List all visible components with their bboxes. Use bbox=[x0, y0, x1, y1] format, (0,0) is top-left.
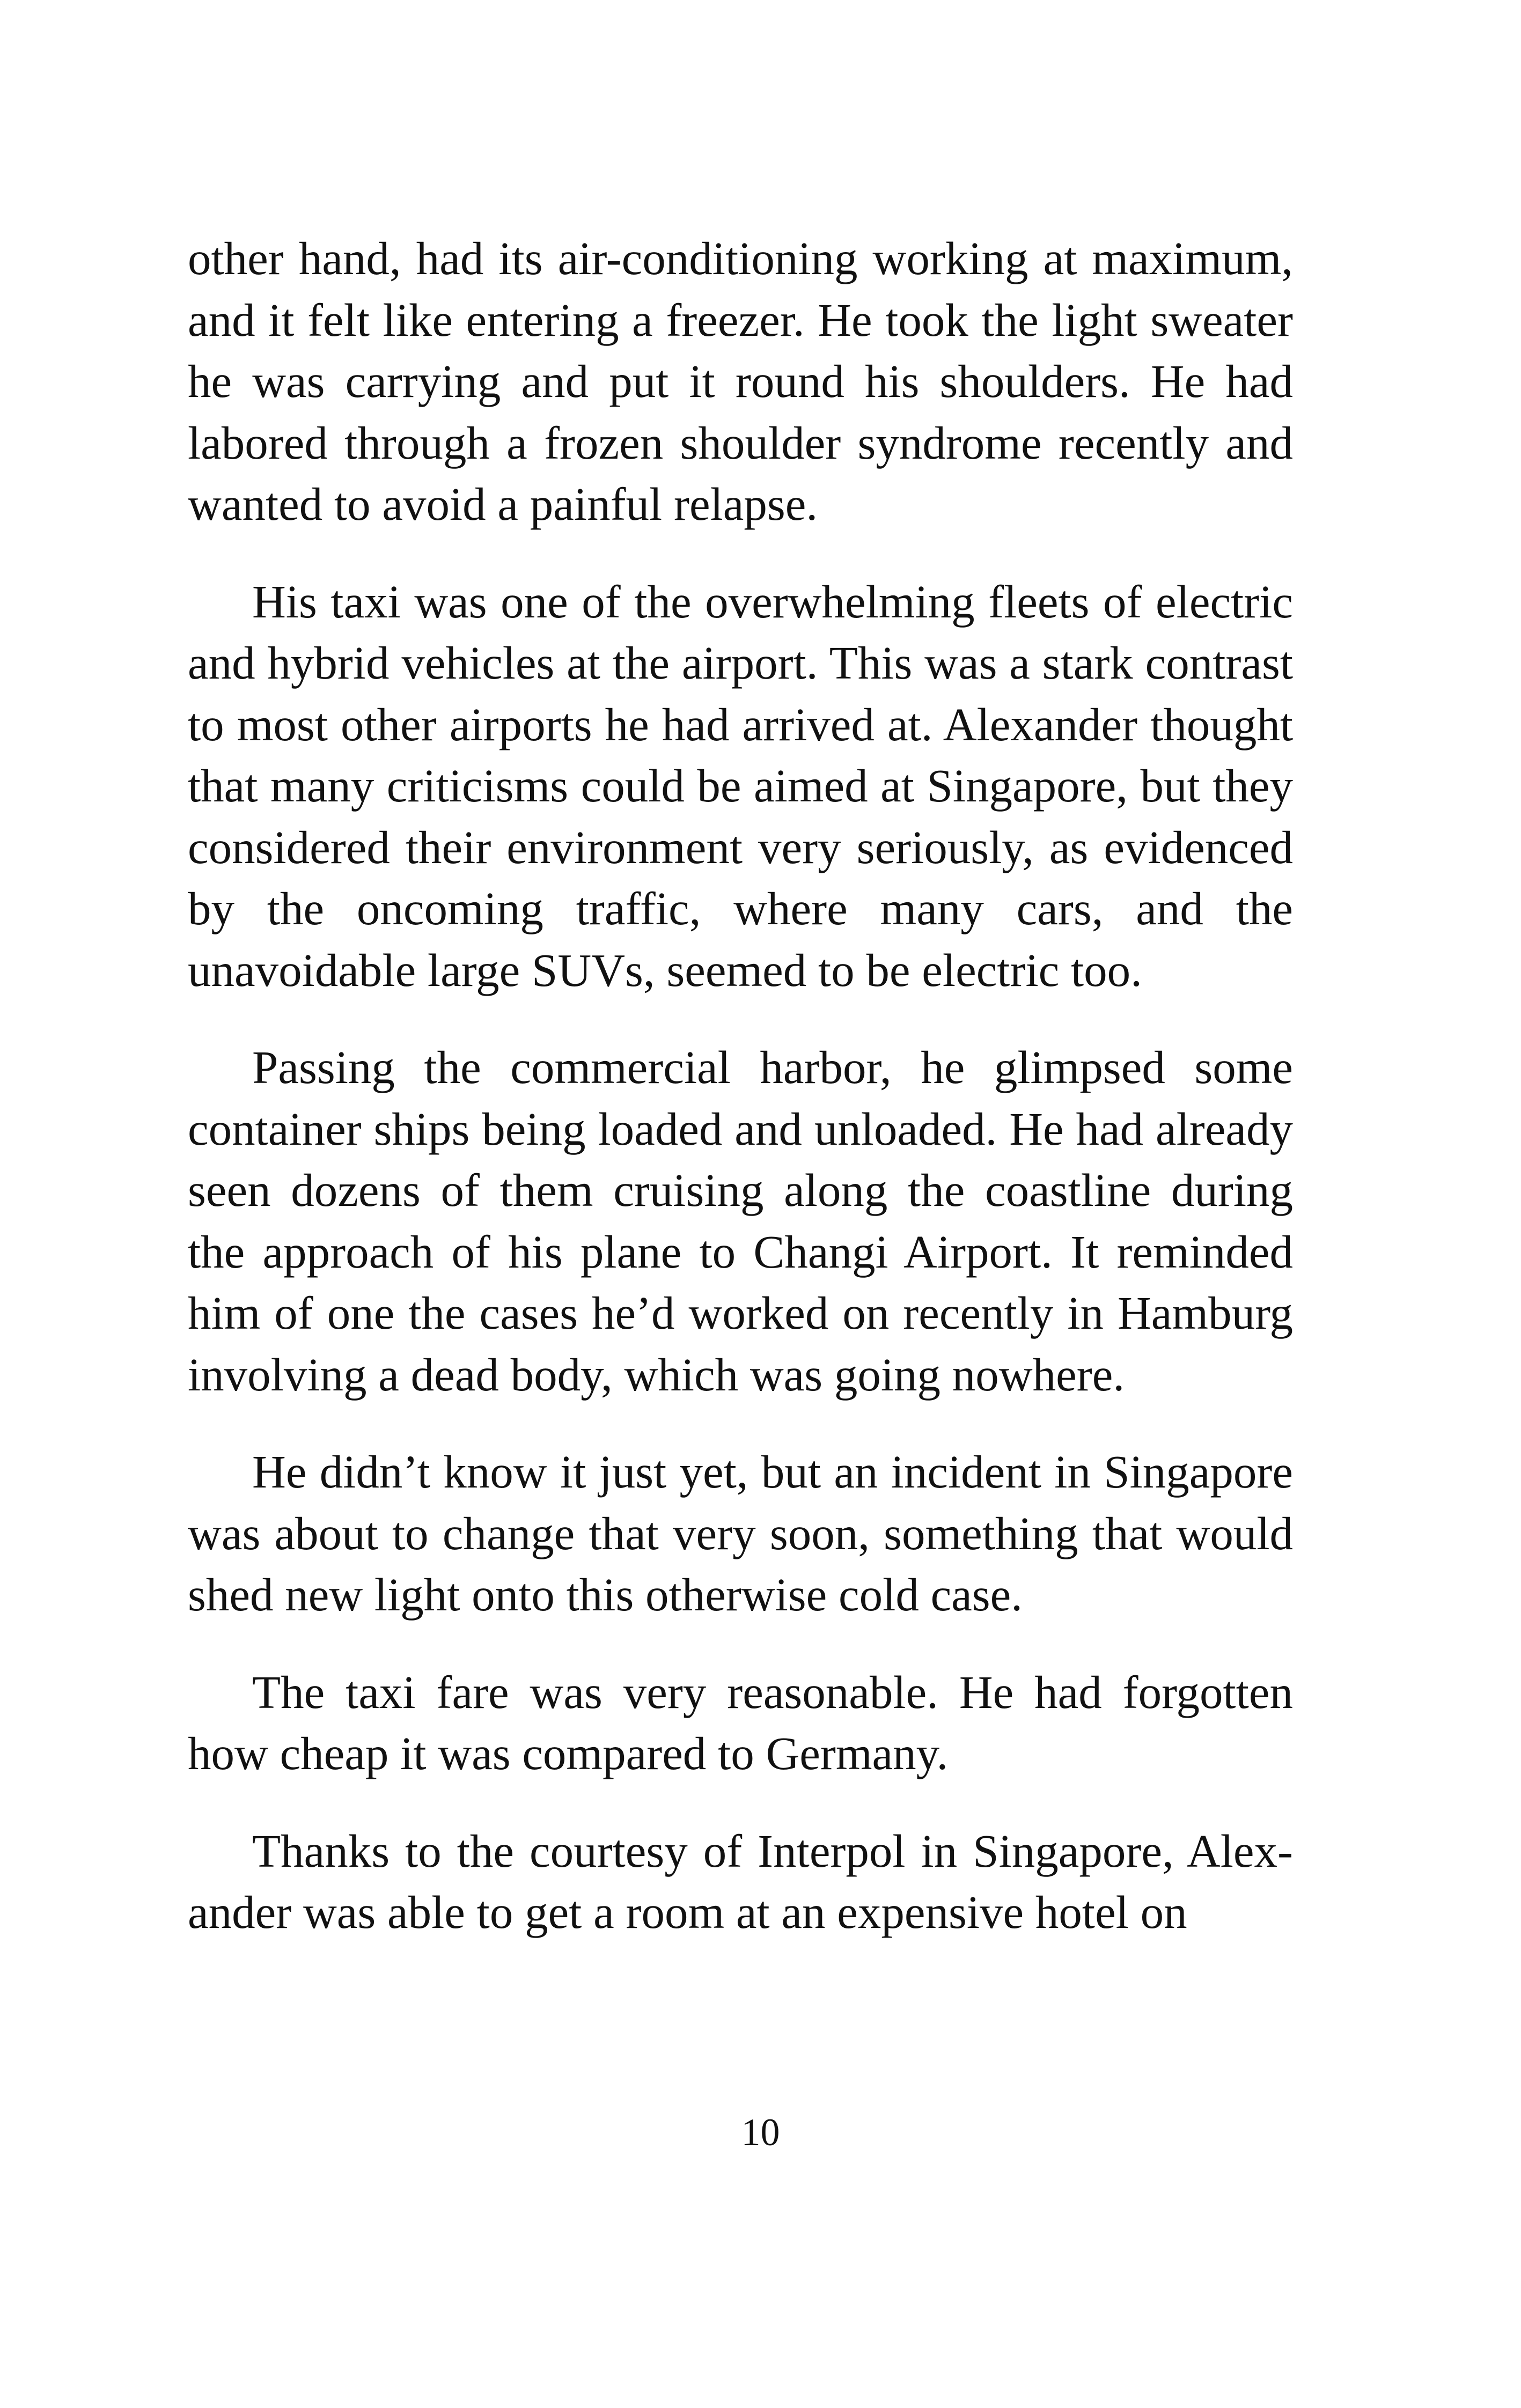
paragraph-incident: He didn’t know it just yet, but an incident in Singapore was about to change that very soon, something that would shed new light onto this otherwise cold case. bbox=[188, 1446, 1293, 1621]
paragraph-taxi: His taxi was one of the overwhelming fleets of electric and hybrid vehicles at the airport. This was a stark contrast to most other airports he had arrived at. Alexander thought that many criticisms could be aimed at Singapore, but they considered their environment very seriously, as evidenced by the oncoming traffic, where many cars, and the unavoidable large SUVs, seemed to be electric too. bbox=[188, 575, 1293, 996]
paragraph-continuation: other hand, had its air-conditioning working at maximum, and it felt like entering a freezer. He took the light sweater he was carrying and put it round his shoulders. He had labored through a frozen shoulder syndrome recently and wanted to avoid a painful relapse. bbox=[188, 232, 1293, 530]
paragraph-harbor: Passing the commercial harbor, he glimpsed some container ships being loaded and unloaded. He had already seen dozens of them cruising along the coastline during the approach of his plane to Changi Airport. It reminded him of one the cases he’d worked on recently in Hamburg involving a dead body, which was going nowhere. bbox=[188, 1041, 1293, 1401]
paragraph-fare: The taxi fare was very reasonable. He had forgotten how cheap it was compared to Germany. bbox=[188, 1666, 1293, 1779]
page-number: 10 bbox=[741, 2111, 780, 2154]
paragraph-interpol: Thanks to the courtesy of Interpol in Singapore, Alexander was able to get a room at an expensive hotel on bbox=[188, 1824, 1293, 1938]
body-text bbox=[188, 228, 1293, 1943]
